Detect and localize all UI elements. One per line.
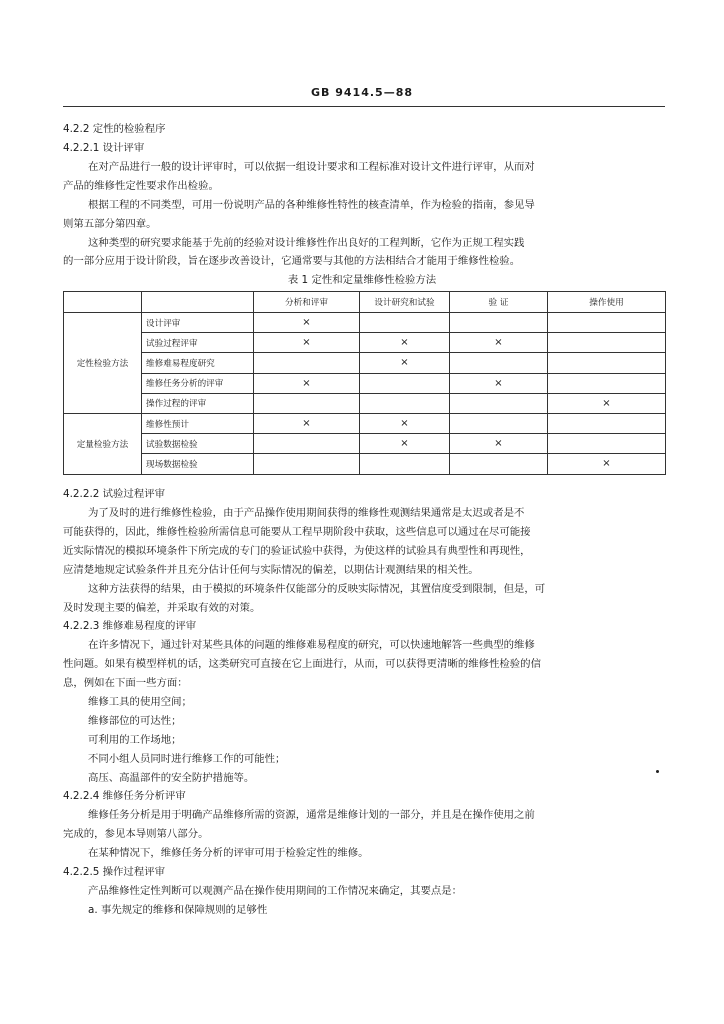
applicability-mark: [450, 353, 548, 373]
applicability-mark: [254, 454, 360, 474]
applicability-mark: [360, 454, 450, 474]
method-name: 操作过程的评审: [142, 393, 254, 413]
table-header-cell: 设计研究和试验: [360, 292, 450, 313]
list-item: 高压、高温部件的安全防护措施等。: [88, 772, 255, 784]
applicability-mark: ×: [450, 434, 548, 454]
applicability-mark: ×: [254, 373, 360, 393]
header-rule: [63, 106, 665, 107]
table-header-cell: 验 证: [450, 292, 548, 313]
applicability-mark: [450, 393, 548, 413]
applicability-mark: [548, 333, 666, 353]
paragraph-line: 产品的维修性定性要求作出检验。: [63, 180, 219, 192]
paragraph-line: 近实际情况的模拟环境条件下所完成的专门的验证试验中获得，为使这样的试验具有典型性和再现性，: [63, 545, 531, 557]
paragraph-line: 在对产品进行一般的设计评审时，可以依据一组设计要求和工程标准对设计文件进行评审，从而对: [88, 161, 535, 173]
paragraph-line: 息，例如在下面一些方面：: [63, 677, 188, 689]
applicability-mark: [254, 393, 360, 413]
inspection-methods-table: [63, 291, 666, 475]
table-row: [64, 353, 666, 373]
table-row: [64, 393, 666, 413]
applicability-mark: ×: [254, 413, 360, 433]
applicability-mark: ×: [360, 434, 450, 454]
paragraph-line: 这种类型的研究要求能基于先前的经验对设计维修性作出良好的工程判断，它作为正规工程实践: [88, 237, 525, 249]
list-item: 不同小组人员同时进行维修工作的可能性；: [88, 753, 286, 765]
applicability-mark: [360, 313, 450, 333]
paragraph-line: 产品维修性定性判断可以观测产品在操作使用期间的工作情况来确定，其要点是：: [88, 885, 463, 897]
method-name: 试验数据检验: [142, 434, 254, 454]
paragraph-line: 的一部分应用于设计阶段，旨在逐步改善设计，它通常要与其他的方法相结合才能用于维修性检验。: [63, 255, 521, 267]
table-header-row: [64, 292, 666, 313]
method-name: 现场数据检验: [142, 454, 254, 474]
section-heading-4-2-2-4: 4.2.2.4 维修任务分析评审: [63, 790, 186, 802]
paragraph-line: 在许多情况下，通过针对某些具体的问题的维修难易程度的研究，可以快速地解答一些典型的维修: [88, 639, 535, 651]
paragraph-line: 完成的，参见本导则第八部分。: [63, 828, 209, 840]
paragraph-line: 这种方法获得的结果，由于模拟的环境条件仅能部分的反映实际情况，其置信度受到限制，但是，可: [88, 583, 546, 595]
section-heading-4-2-2-1: 4.2.2.1 设计评审: [63, 142, 145, 154]
table-header-cell: 操作使用: [548, 292, 666, 313]
table-row: [64, 373, 666, 393]
paragraph-line: 根据工程的不同类型，可用一份说明产品的各种维修性特性的核查清单，作为检验的指南，参见导: [88, 199, 535, 211]
paragraph-line: 可能获得的，因此，维修性检验所需信息可能要从工程早期阶段中获取，这些信息可以通过在尽可能接: [63, 526, 531, 538]
method-name: 维修难易程度研究: [142, 353, 254, 373]
paragraph-line: 则第五部分第四章。: [63, 218, 157, 230]
applicability-mark: ×: [254, 313, 360, 333]
method-group-label: 定性检验方法: [64, 313, 142, 414]
method-name: 维修性预计: [142, 413, 254, 433]
section-heading-4-2-2-3: 4.2.2.3 维修难易程度的评审: [63, 620, 197, 632]
table-header-blank: [64, 292, 142, 313]
list-item: 维修部位的可达性；: [88, 715, 182, 727]
applicability-mark: ×: [548, 393, 666, 413]
method-name: 设计评审: [142, 313, 254, 333]
paragraph-line: 性问题。如果有模型样机的话，这类研究可直接在它上面进行，从而，可以获得更清晰的维修性检验的信: [63, 658, 541, 670]
paragraph-line: 及时发现主要的偏差，并采取有效的对策。: [63, 602, 261, 614]
applicability-mark: [548, 373, 666, 393]
applicability-mark: [548, 313, 666, 333]
list-item: 维修工具的使用空间；: [88, 696, 192, 708]
applicability-mark: [360, 393, 450, 413]
method-group-label: 定量检验方法: [64, 413, 142, 474]
applicability-mark: ×: [360, 353, 450, 373]
method-name: 试验过程评审: [142, 333, 254, 353]
standard-number-header: GB 9414.5—88: [311, 86, 413, 99]
list-item-a: a. 事先规定的维修和保障规则的足够性: [88, 904, 268, 916]
paragraph-line: 维修任务分析是用于明确产品维修所需的资源，通常是维修计划的一部分，并且是在操作使用之前: [88, 809, 535, 821]
applicability-mark: [254, 434, 360, 454]
paragraph-line: 在某种情况下，维修任务分析的评审可用于检验定性的维修。: [88, 847, 369, 859]
table-row: [64, 434, 666, 454]
method-name: 维修任务分析的评审: [142, 373, 254, 393]
applicability-mark: ×: [254, 333, 360, 353]
applicability-mark: [450, 454, 548, 474]
table-header-cell: 分析和评审: [254, 292, 360, 313]
applicability-mark: ×: [360, 413, 450, 433]
section-heading-4-2-2-2: 4.2.2.2 试验过程评审: [63, 488, 165, 500]
applicability-mark: [548, 434, 666, 454]
section-heading-4-2-2-5: 4.2.2.5 操作过程评审: [63, 866, 165, 878]
table-row: [64, 454, 666, 474]
section-heading-4-2-2: 4.2.2 定性的检验程序: [63, 123, 166, 135]
applicability-mark: [450, 413, 548, 433]
paragraph-line: 应清楚地规定试验条件并且充分估计任何与实际情况的偏差，以期估计观测结果的相关性。: [63, 564, 479, 576]
list-item: 可利用的工作场地；: [88, 734, 182, 746]
applicability-mark: ×: [360, 333, 450, 353]
table-row: [64, 413, 666, 433]
applicability-mark: [548, 353, 666, 373]
applicability-mark: [450, 313, 548, 333]
applicability-mark: ×: [450, 373, 548, 393]
applicability-mark: [254, 353, 360, 373]
table-caption: 表 1 定性和定量维修性检验方法: [287, 274, 437, 286]
applicability-mark: [360, 373, 450, 393]
paragraph-line: 为了及时的进行维修性检验，由于产品操作使用期间获得的维修性观测结果通常是太迟或者是不: [88, 507, 525, 519]
applicability-mark: [548, 413, 666, 433]
table-row: [64, 313, 666, 333]
applicability-mark: ×: [450, 333, 548, 353]
table-row: [64, 333, 666, 353]
table-header-blank: [142, 292, 254, 313]
applicability-mark: ×: [548, 454, 666, 474]
scan-speck: [656, 770, 659, 773]
